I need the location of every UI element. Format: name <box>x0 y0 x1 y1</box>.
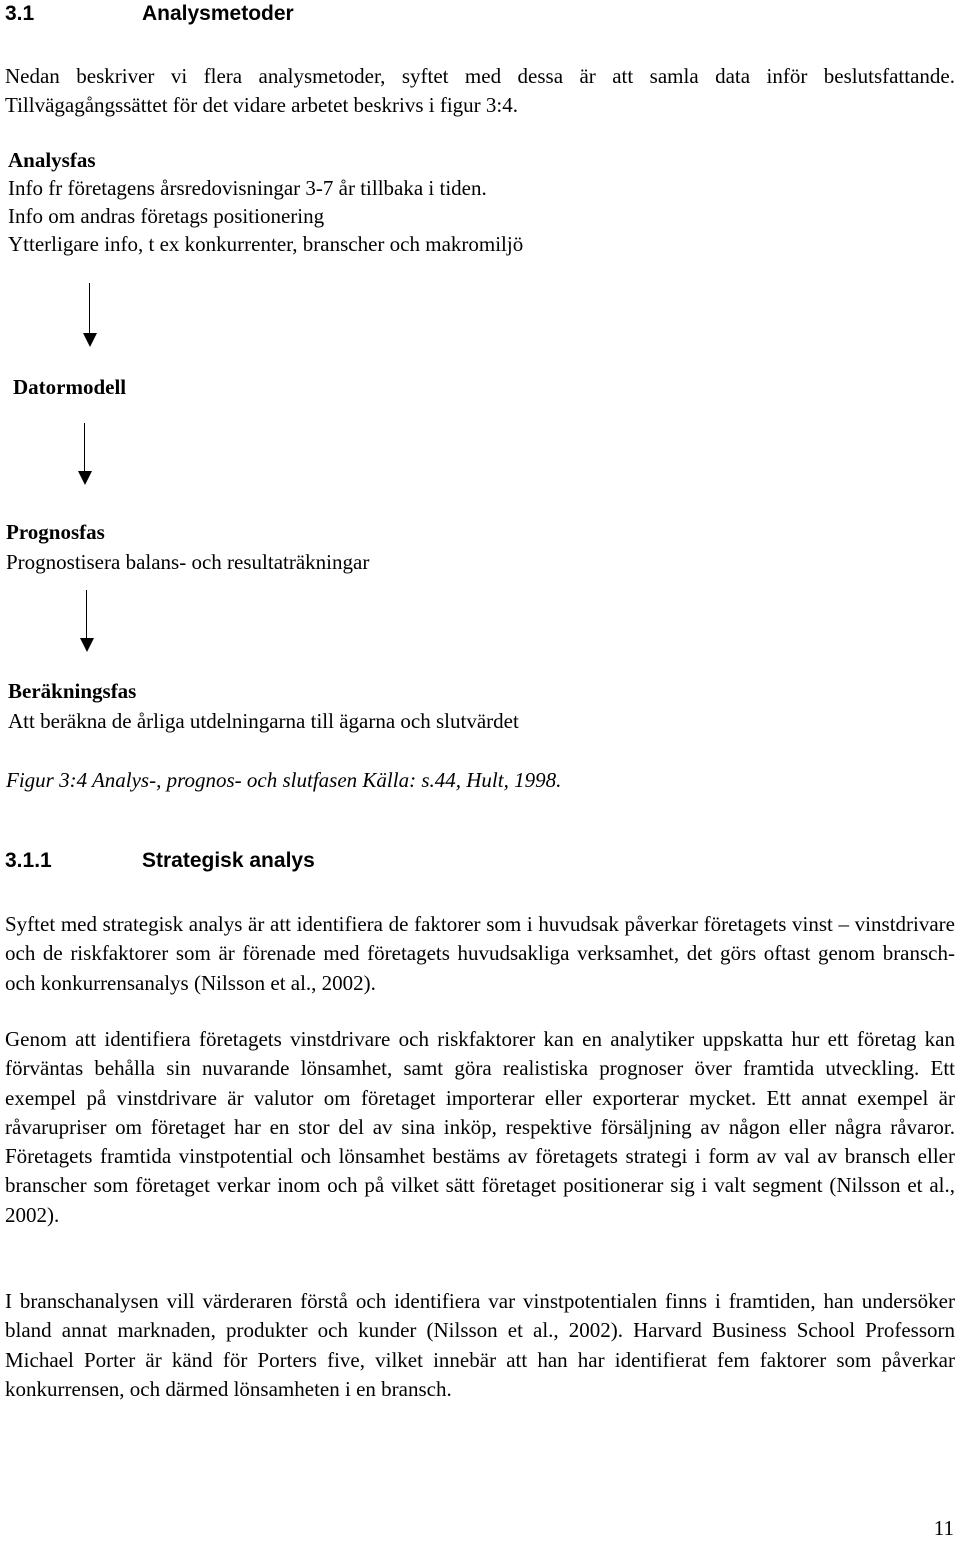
arrow-down-icon <box>80 638 94 652</box>
page-number: 11 <box>933 1516 954 1540</box>
figure-caption: Figur 3:4 Analys-, prognos- och slutfasen Källa: s.44, Hult, 1998. <box>6 768 562 792</box>
datormodell-title: Datormodell <box>13 375 127 399</box>
prognosfas-title: Prognosfas <box>6 520 105 544</box>
intro-paragraph: Nedan beskriver vi flera analysmetoder, syftet med dessa är att samla data inför beslutsfattande. Tillvägagångssättet för det vidare arbetet beskrivs i figur 3:4. <box>5 64 955 118</box>
berakningsfas-title: Beräkningsfas <box>8 679 137 703</box>
section-title: Analysmetoder <box>142 2 294 25</box>
analysfas-line: Info fr företagens årsredovisningar 3-7 år tillbaka i tiden. <box>8 176 487 200</box>
analysfas-title: Analysfas <box>8 148 96 172</box>
flow-arrow-line <box>86 590 87 640</box>
body-paragraph: Syftet med strategisk analys är att identifiera de faktorer som i huvudsak påverkar företagets vinst – vinstdrivare och de riskfaktorer som är förenade med företagets huvudsakliga verksamhet, det görs oftast genom bransch- och konkurrensanalys (Nilsson et al., 2002). <box>5 912 955 995</box>
arrow-down-icon <box>83 333 97 347</box>
body-paragraph: I branschanalysen vill värderaren förstå och identifiera var vinstpotentialen finns i framtiden, han undersöker bland annat marknaden, produkter och kunder (Nilsson et al., 2002). Harvard Business School Professorn Michael Porter är känd för Porters five, vilket innebär att han har identifierat fem faktorer som påverkar konkurrensen, och därmed lönsamheten i en bransch. <box>5 1289 955 1401</box>
berakningsfas-line: Att beräkna de årliga utdelningarna till ägarna och slutvärdet <box>8 709 519 733</box>
subsection-title: Strategisk analys <box>142 849 315 872</box>
arrow-down-icon <box>78 471 92 485</box>
subsection-number: 3.1.1 <box>5 849 52 872</box>
section-number: 3.1 <box>5 2 35 25</box>
section-heading <box>5 2 294 26</box>
figure-berakningsfas <box>8 676 908 736</box>
prognosfas-line: Prognostisera balans- och resultaträkningar <box>6 550 370 574</box>
analysfas-line: Ytterligare info, t ex konkurrenter, branscher och makromiljö <box>8 232 524 256</box>
flow-arrow-line <box>84 423 85 473</box>
subsection-heading <box>5 849 315 873</box>
flow-arrow-line <box>89 283 90 335</box>
figure-prognosfas <box>6 517 906 577</box>
figure-analysfas <box>8 146 908 258</box>
body-paragraph: Genom att identifiera företagets vinstdrivare och riskfaktorer kan en analytiker uppskatta hur ett företag kan förväntas behålla sin nuvarande lönsamhet, samt göra realistiska prognoser över framtida utveckling. Ett exempel på vinstdrivare är valutor om företaget importerar eller exporterar mycket. Ett annat exempel är råvarupriser om företaget har en stor del av sina inköp, respektive försäljning av någon eller några råvaror. Företagets framtida vinstpotential och lönsamhet bestäms av företagets strategi i form av val av bransch eller branscher som företaget verkar inom och på vilket sätt företaget positionerar sig i valt segment (Nilsson et al., 2002). <box>5 1027 955 1227</box>
analysfas-line: Info om andras företags positionering <box>8 204 325 228</box>
